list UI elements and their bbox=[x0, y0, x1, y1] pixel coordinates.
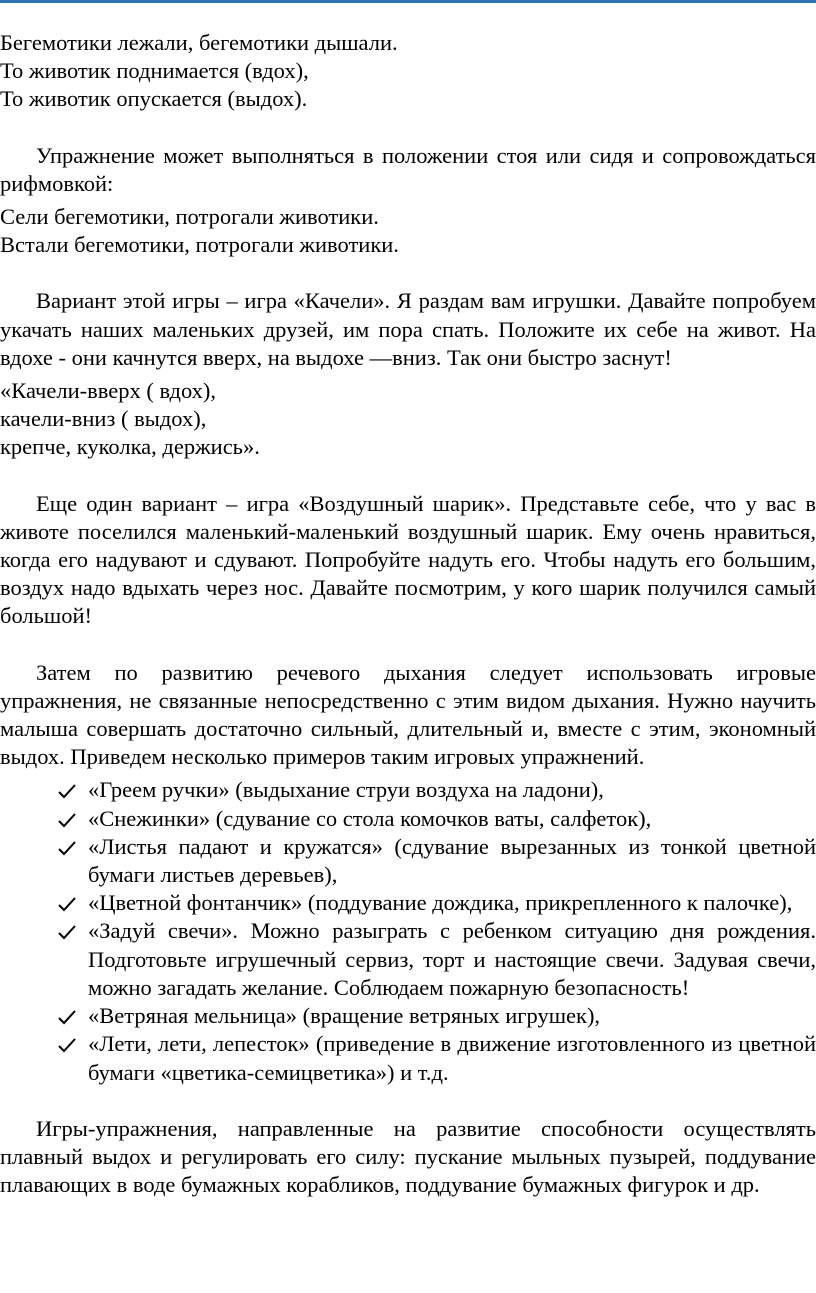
checkmark-icon bbox=[58, 812, 76, 828]
list-item bbox=[0, 917, 816, 1002]
list-item bbox=[0, 889, 816, 917]
list-item bbox=[0, 776, 816, 804]
checkmark-icon bbox=[58, 924, 76, 940]
list-item-text: «Ветряная мельница» (вращение ветряных игрушек), bbox=[88, 1003, 601, 1029]
list-item-text: «Задуй свечи». Можно разыграть с ребенком ситуацию дня рождения. Подготовьте игрушечный сервиз, торт и настоящие свечи. Задувая свечи, можно загадать желание. Соблюдаем пожарную безопасность! bbox=[88, 918, 816, 1000]
paragraph-balloon-game: Еще один вариант – игра «Воздушный шарик». Представьте себе, что у вас в животе поселился маленький-маленький воздушный шарик. Ему очень нравиться, когда его надувают и сдувают. Попробуйте надуть его. Чтобы надуть его большим, воздух надо вдыхать через нос. Давайте посмотрим, у кого шарик получился самый большой! bbox=[0, 490, 816, 629]
rhyme-line: качели-вниз ( выдох), bbox=[0, 406, 207, 432]
checkmark-icon bbox=[58, 1009, 76, 1025]
list-item bbox=[0, 805, 816, 833]
checkmark-icon bbox=[58, 840, 76, 856]
rhyme-swing bbox=[0, 377, 816, 462]
rhyme-line: «Качели-вверх ( вдох), bbox=[0, 378, 217, 404]
list-item bbox=[0, 1030, 816, 1086]
rhyme-line: Сели бегемотики, потрогали животики. bbox=[0, 204, 379, 230]
checkmark-icon bbox=[58, 896, 76, 912]
exercise-list bbox=[0, 776, 816, 1086]
checkmark-icon bbox=[58, 1037, 76, 1053]
rhyme-line: Бегемотики лежали, бегемотики дышали. bbox=[0, 30, 398, 55]
rhyme-line: То животик опускается (выдох). bbox=[0, 86, 308, 112]
paragraph-exercise-position: Упражнение может выполняться в положении стоя или сидя и сопровождаться рифмовкой: bbox=[0, 142, 816, 196]
list-item-text: «Греем ручки» (выдыхание струи воздуха на ладони), bbox=[88, 777, 604, 803]
rhyme-hippos-sitting bbox=[0, 203, 816, 259]
checkmark-icon bbox=[58, 783, 76, 799]
paragraph-swing-game: Вариант этой игры – игра «Качели». Я раздам вам игрушки. Давайте попробуем укачать наших маленьких друзей, им пора спать. Положите их себе на живот. На вдохе - они качнутся вверх, на выдохе —вниз. Так они быстро заснут! bbox=[0, 288, 816, 370]
rhyme-line: крепче, куколка, держись». bbox=[0, 434, 260, 460]
document-page bbox=[0, 29, 816, 1199]
list-item-text: «Листья падают и кружатся» (сдувание вырезанных из тонкой цветной бумаги листьев деревьев), bbox=[88, 833, 816, 888]
list-item-text: «Лети, лети, лепесток» (приведение в движение изготовленного из цветной бумаги «цветика-семицветика») и т.д. bbox=[88, 1031, 816, 1085]
list-item-text: «Цветной фонтанчик» (поддувание дождика, прикрепленного к палочке), bbox=[88, 890, 793, 916]
rhyme-line: Встали бегемотики, потрогали животики. bbox=[0, 232, 399, 258]
paragraph-exhale-games: Игры-упражнения, направленные на развитие способности осуществлять плавный выдох и регулировать его силу: пускание мыльных пузырей, поддувание плавающих в воде бумажных корабликов, поддувание бумажных фигурок и др. bbox=[0, 1115, 816, 1198]
rhyme-line: То животик поднимается (вдох), bbox=[0, 58, 309, 84]
list-item bbox=[0, 833, 816, 889]
list-item bbox=[0, 1002, 816, 1030]
list-item-text: «Снежинки» (сдувание со стола комочков ваты, салфеток), bbox=[88, 805, 652, 831]
top-accent-rule bbox=[0, 0, 816, 3]
rhyme-hippos-lying bbox=[0, 29, 816, 114]
paragraph-speech-breathing: Затем по развитию речевого дыхания следует использовать игровые упражнения, не связанные непосредственно с этим видом дыхания. Нужно научить малыша совершать достаточно сильный, длительный и, вместе с этим, экономный выдох. Приведем несколько примеров таким игровых упражнений. bbox=[0, 659, 816, 770]
